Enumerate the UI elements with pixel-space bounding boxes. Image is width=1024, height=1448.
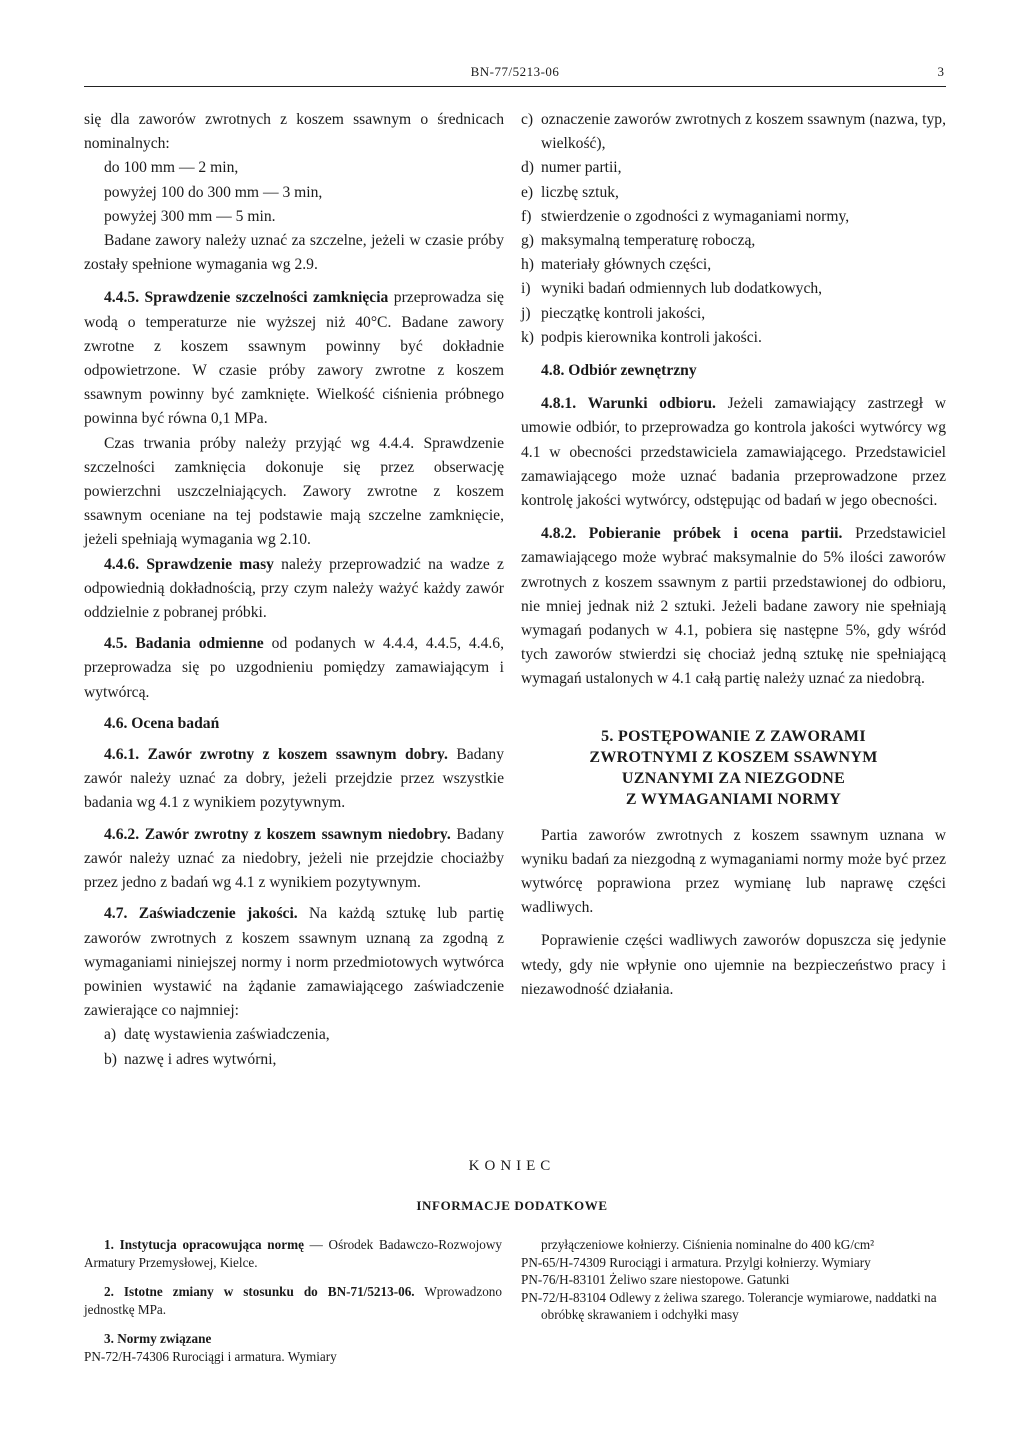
list-text: nazwę i adres wytwórni,: [124, 1050, 277, 1068]
end-marker: KONIEC: [468, 1158, 556, 1174]
section-title: Zawór zwrotny z koszem ssawnym niedobry.: [144, 825, 451, 843]
section-title: Sprawdzenie masy: [146, 555, 274, 573]
list-item: [521, 205, 946, 229]
page-header: [84, 60, 946, 87]
left-column: [84, 108, 504, 1072]
info-text: — Ośrodek Badawczo-Rozwojowy Armatury Przemysłowej, Kielce.: [84, 1237, 502, 1270]
section-title: Odbiór zewnętrzny: [568, 362, 697, 380]
info-label: 1. Instytucja opracowująca normę: [104, 1237, 304, 1252]
list-text: liczbę sztuk,: [541, 183, 619, 201]
list-text: materiały głównych części,: [541, 256, 712, 274]
section-title: Warunki odbioru.: [587, 395, 716, 413]
info-title: INFORMACJE DODATKOWE: [416, 1198, 608, 1213]
paragraph: Partia zaworów zwrotnych z koszem ssawnym uznana w wyniku badań za niezgodną z wymaganiami normy może być przez wytwórcę poprawiona przez wymianę lub naprawę części wadliwych.: [521, 826, 946, 917]
section-4-8-2: [521, 522, 946, 691]
list-letter: h): [521, 256, 534, 274]
paragraph-text: Badane zawory należy uznać za szczelne, jeżeli w czasie próby zostały spełnione wymagania wg 2.9.: [84, 232, 504, 274]
standard-number: BN-77/5213-06: [470, 64, 560, 79]
list-text: oznaczenie zaworów zwrotnych z koszem ssawnym (nazwa, typ, wielkość),: [541, 111, 946, 153]
section-4-7: [84, 902, 504, 1023]
info-right-column: [521, 1236, 946, 1324]
paragraph: [84, 229, 504, 277]
section-title: Pobieranie próbek i ocena partii.: [588, 525, 843, 543]
heading-line: UZNANYMI ZA NIEZGODNE: [621, 769, 846, 787]
section-4-8-1: [521, 392, 946, 513]
info-item-1: [84, 1236, 502, 1271]
duration-line: powyżej 300 mm — 5 min.: [104, 207, 276, 225]
info-text: Wprowadzono jednostkę MPa.: [84, 1284, 502, 1317]
list-item: [521, 229, 946, 253]
list-letter: d): [521, 159, 534, 177]
section-number: 4.7.: [104, 905, 128, 923]
info-text: PN-76/H-83101 Żeliwo szare niestopowe. Gatunki: [521, 1272, 790, 1287]
section-4-4-6: [84, 553, 504, 626]
paragraph: Poprawienie części wadliwych zaworów dopuszcza się jedynie wtedy, gdy nie wpłynie ono ujemnie na bezpieczeństwo pracy i niezawodność działania.: [521, 932, 946, 998]
list-item: [84, 1048, 504, 1072]
section-title: Zaświadczenie jakości.: [138, 905, 298, 923]
list-letter: b): [104, 1050, 117, 1068]
section-text: należy przeprowadzić na wadze z odpowiednią dokładnością, przy czym należy ważyć każdy zawór oddzielnie z pobranej próbki.: [84, 555, 504, 622]
list-letter: j): [521, 304, 531, 322]
section-number: 4.6.1.: [104, 746, 140, 764]
section-title: Sprawdzenie szczelności zamknięcia: [144, 289, 389, 307]
list-letter: k): [521, 328, 534, 346]
list-letter: i): [521, 280, 531, 298]
list-text: datę wystawienia zaświadczenia,: [124, 1026, 330, 1044]
list-letter: g): [521, 232, 534, 250]
list-item: [521, 108, 946, 156]
section-text: Na każdą sztukę lub partię zaworów zwrotnych z koszem ssawnym uznaną za zgodną z wymaganiami niniejszej normy i norm przedmiotowych wytwórca powinien wystawić na żądanie zamawiającego zaświadczenie zawierające co najmniej:: [84, 905, 504, 1020]
section-4-4-5: [84, 286, 504, 431]
list-text: wyniki badań odmiennych lub dodatkowych,: [541, 280, 823, 298]
heading-line: Z WYMAGANIAMI NORMY: [625, 790, 842, 808]
section-text: od podanych w 4.4.4, 4.4.5, 4.4.6, przeprowadza się po uzgodnieniu pomiędzy zamawiającym i wytwórcą.: [84, 635, 504, 701]
section-text: Przedstawiciel zamawiającego może wybrać maksymalnie do 5% ilości zaworów zwrotnych z koszem ssawnym z partii przedstawionej do odbioru, nie mniej jednak niż 2 sztuki. Jeżeli badane zawory nie spełniają wymagań podanych w 4.1, pobiera się następne 5%, gdy wśród tych zaworów stwierdzi się chociaż jedną sztukę nie spełniającą wymagań ustalonych w 4.1 całą partię należy uznać za niedobrą.: [521, 525, 946, 688]
list-letter: e): [521, 183, 534, 201]
list-item: [521, 326, 946, 350]
page-number: 3: [937, 64, 944, 79]
section-number: 4.6.2.: [104, 825, 140, 843]
section-4-6: [84, 712, 504, 736]
info-item-2: [84, 1283, 502, 1318]
section-number: 4.8.: [541, 362, 565, 380]
paragraph: się dla zaworów zwrotnych z koszem ssawnym o średnicach nominalnych:: [84, 111, 504, 153]
section-number: 4.4.5.: [104, 289, 140, 307]
list-item: [521, 181, 946, 205]
section-4-8: [521, 359, 946, 383]
list-item: [84, 1023, 504, 1047]
paragraph: Czas trwania próby należy przyjąć wg 4.4.4. Sprawdzenie szczelności zamknięcia dokonuje się przez obserwację powierzchni uszczelniających. Zawory zwrotne z koszem ssawnym oceniane na tej podstawie mają szczelne zamknięcie, jeżeli spełniają wymagania wg 2.10.: [84, 434, 504, 549]
list-item: [521, 302, 946, 326]
section-number: 4.6.: [104, 714, 128, 732]
list-item: [521, 277, 946, 301]
info-text: PN-65/H-74309 Rurociągi i armatura. Przylgi kołnierzy. Wymiary: [521, 1254, 871, 1270]
right-column: [521, 108, 946, 1002]
section-number: 4.5.: [104, 635, 128, 653]
section-4-6-2: [84, 823, 504, 896]
section-text: Badany zawór należy uznać za niedobry, jeżeli nie przejdzie chociażby przez jedno z badań wg 4.1 z wynikiem pozytywnym.: [84, 825, 504, 892]
section-text: przeprowadza się wodą o temperaturze nie wyższej niż 40°C. Badane zawory zwrotne z koszem ssawnym powinny być dokładnie odpowietrzone. W czasie próby zawory zwrotne z koszem ssawnym powinny być zamknięte. Wielkość ciśnienia próbnego powinna być równa 0,1 MPa.: [84, 289, 504, 428]
heading-line: ZWROTNYMI Z KOSZEM SSAWNYM: [589, 748, 878, 766]
list-text: numer partii,: [541, 159, 622, 177]
info-item-3: [84, 1330, 502, 1348]
list-text: pieczątkę kontroli jakości,: [541, 304, 706, 322]
list-item: [521, 156, 946, 180]
section-title: Ocena badań: [131, 714, 220, 732]
section-number: 4.8.1.: [541, 395, 577, 413]
info-label: 2. Istotne zmiany w stosunku do BN-71/5213-06.: [104, 1284, 415, 1299]
list-text: stwierdzenie o zgodności z wymaganiami normy,: [541, 207, 850, 225]
section-5-heading: [521, 726, 946, 810]
section-4-6-1: [84, 743, 504, 816]
section-title: Zawór zwrotny z koszem ssawnym dobry.: [147, 746, 448, 764]
duration-line: do 100 mm — 2 min,: [104, 159, 239, 177]
list-letter: f): [521, 207, 532, 225]
section-number: 4.4.6.: [104, 555, 140, 573]
list-text: maksymalną temperaturę roboczą,: [541, 232, 756, 250]
section-number: 4.8.2.: [541, 525, 577, 543]
info-text: przyłączeniowe kołnierzy. Ciśnienia nominalne do 400 kG/cm²: [541, 1237, 875, 1252]
heading-line: 5. POSTĘPOWANIE Z ZAWORAMI: [601, 727, 866, 745]
info-text: PN-72/H-74306 Rurociągi i armatura. Wymiary: [84, 1348, 337, 1364]
info-left-column: [84, 1236, 502, 1365]
info-label: 3. Normy związane: [104, 1331, 212, 1346]
section-title: Badania odmienne: [135, 635, 264, 653]
section-4-5: [84, 632, 504, 705]
list-text: podpis kierownika kontroli jakości.: [541, 328, 762, 346]
duration-line: powyżej 100 do 300 mm — 3 min,: [104, 183, 323, 201]
list-letter: c): [521, 111, 534, 128]
list-letter: a): [104, 1026, 117, 1044]
list-item: [521, 253, 946, 277]
section-text: Jeżeli zamawiający zastrzegł w umowie odbiór, to przeprowadza go kontrola jakości wytwórcy wg 4.1 w obecności przedstawiciela zamawiającego. Przedstawiciel zamawiającego może uznać badania przeprowadzone przez kontrolę jakości wytwórcy, odstępując od badań w jego obecności.: [521, 395, 947, 510]
info-text: PN-72/H-83104 Odlewy z żeliwa szarego. Tolerancje wymiarowe, naddatki na obróbkę skrawaniem i odchyłki masy: [521, 1289, 937, 1322]
section-text: Badany zawór należy uznać za dobry, jeżeli przejdzie przez wszystkie badania wg 4.1 z wynikiem pozytywnym.: [84, 746, 504, 812]
